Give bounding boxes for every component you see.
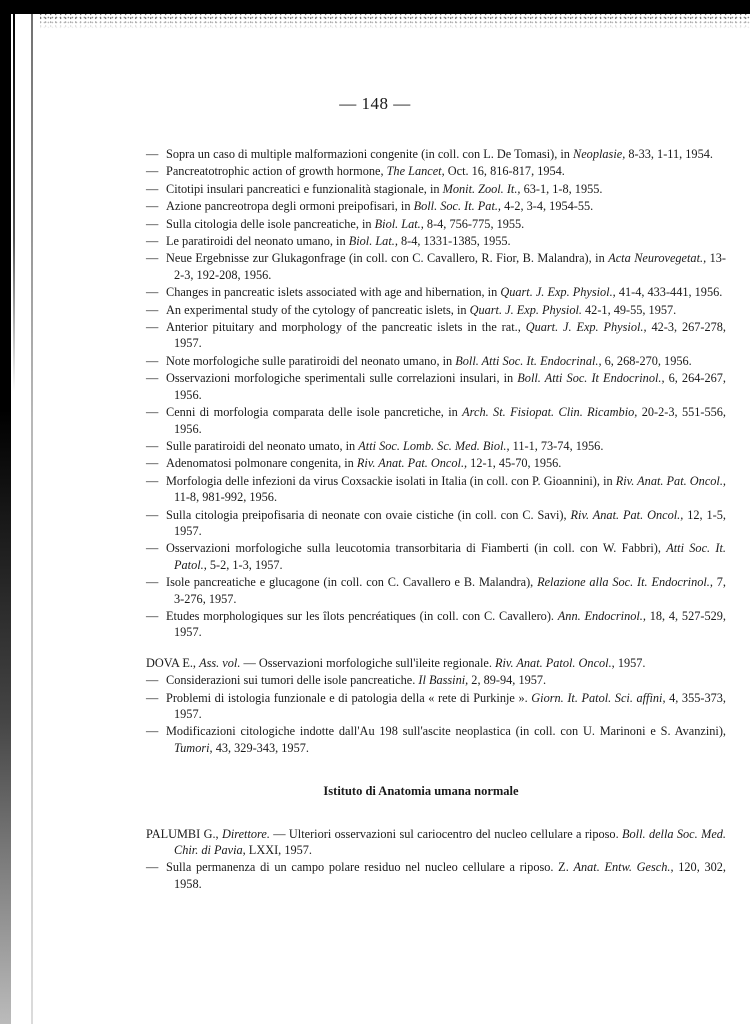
- entry-journal: Riv. Anat. Patol. Oncol.,: [494, 655, 615, 670]
- entry-dash: —: [146, 438, 159, 453]
- entry-dash: —: [146, 251, 159, 266]
- entry-list-group3: [146, 859, 726, 892]
- entry-title: Note morfologiche sulle paratiroidi del neonato umano, in: [166, 353, 456, 368]
- margin-line: [31, 14, 33, 1024]
- author-entry-palumbi: [116, 826, 726, 859]
- entry-dash: —: [146, 690, 159, 705]
- entry-details: 5-2, 1-3, 1957.: [206, 557, 283, 572]
- entry-journal: Neoplasie,: [573, 147, 626, 161]
- bibliography-entry: [146, 319, 726, 352]
- bibliography-entry: [146, 250, 726, 283]
- entry-journal: Giorn. It. Patol. Sci. affini,: [531, 690, 666, 705]
- entry-dash: —: [146, 199, 159, 214]
- bibliography-entry: [146, 181, 726, 197]
- entry-dash: —: [146, 371, 159, 386]
- section-heading: Istituto di Anatomia umana normale: [323, 784, 519, 799]
- bibliography-entry: [146, 507, 726, 540]
- entry-journal: Relazione alla Soc. It. Endocrinol.,: [537, 575, 713, 590]
- entry-details: 11-8, 981-992, 1956.: [174, 490, 278, 505]
- entry-title: Adenomatosi polmonare congenita, in: [166, 456, 357, 471]
- author-name: DOVA E.,: [146, 655, 200, 670]
- entry-details: 6, 268-270, 1956.: [601, 353, 692, 368]
- entry-journal: Arch. St. Fisiopat. Clin. Ricambio,: [462, 405, 638, 420]
- entry-title: Modificazioni citologiche indotte dall'Au 198 sull'ascite neoplastica (in coll. con U. Marinoni e S. Avanzini),: [166, 724, 726, 739]
- bibliography-entry: [146, 146, 726, 162]
- entry-details: 11-1, 73-74, 1956.: [509, 438, 604, 453]
- author-role: Direttore.: [221, 826, 270, 841]
- entry-journal: Quart. J. Exp. Physiol.,: [500, 285, 616, 300]
- bibliography-entry: [146, 438, 726, 454]
- scan-left-border: [0, 0, 11, 1024]
- entry-title: — Osservazioni morfologiche sull'ileite regionale.: [240, 655, 495, 670]
- entry-dash: —: [146, 541, 159, 556]
- entry-title: Le paratiroidi del neonato umano, in: [166, 234, 349, 249]
- entry-title: Changes in pancreatic islets associated with age and hibernation, in: [166, 285, 501, 300]
- entry-journal: The Lancet,: [386, 164, 445, 179]
- entry-details: 8-4, 1331-1385, 1955.: [397, 234, 511, 249]
- entry-details: 42-3, 267-278, 1957.: [174, 320, 727, 351]
- bibliography-entry: [116, 690, 726, 723]
- bibliography-entry: [146, 455, 726, 471]
- entry-journal: Atti Soc. It. Patol.,: [174, 541, 726, 572]
- bibliography-entry: [116, 859, 726, 892]
- entry-dash: —: [146, 473, 159, 488]
- entry-dash: —: [146, 181, 159, 196]
- bibliography-entry: [146, 404, 726, 437]
- entry-list-group1: [146, 146, 726, 641]
- entry-dash: —: [146, 216, 159, 231]
- entry-details: Oct. 16, 816-817, 1954.: [444, 164, 565, 179]
- entry-journal: Biol. Lat.,: [348, 234, 398, 249]
- bibliography-entry: [146, 370, 726, 403]
- entry-journal: Riv. Anat. Pat. Oncol.,: [356, 456, 468, 471]
- bibliography-entry: [146, 302, 726, 318]
- bibliography-entry: [146, 233, 726, 249]
- author-role: Ass. vol.: [199, 655, 241, 670]
- entry-journal: Ann. Endocrinol.,: [557, 608, 646, 623]
- bibliography-entry: [146, 216, 726, 232]
- entry-details: 63-1, 1-8, 1955.: [520, 181, 603, 196]
- bibliography-entry: [146, 608, 726, 641]
- entry-dash: —: [146, 405, 159, 420]
- entry-journal: Riv. Anat. Pat. Oncol.,: [615, 473, 726, 488]
- entry-title: Sulla citologia preipofisaria di neonate con ovaie cistiche (in coll. con C. Savi),: [166, 507, 571, 522]
- entry-title: Isole pancreatiche e glucagone (in coll. con C. Cavallero e B. Malandra),: [166, 575, 538, 590]
- entry-dash: —: [146, 724, 159, 739]
- entry-details: 43, 329-343, 1957.: [212, 740, 309, 755]
- entry-journal: Anat. Entw. Gesch.,: [573, 860, 674, 875]
- entry-title: Osservazioni morfologiche sulla leucotomia transorbitaria di Fiamberti (in coll. con W. Fabbri),: [166, 541, 667, 556]
- entry-details: 4, 355-373, 1957.: [174, 690, 726, 721]
- entry-details: 120, 302, 1958.: [174, 860, 726, 891]
- entry-title: Sopra un caso di multiple malformazioni congenite (in coll. con L. De Tomasi), in: [166, 147, 574, 161]
- entry-title: Osservazioni morfologiche sperimentali sulle correlazioni insulari, in: [166, 371, 518, 386]
- scan-top-border: [0, 0, 750, 14]
- entry-list-group2: [146, 672, 726, 756]
- entry-journal: Monit. Zool. It.,: [442, 181, 521, 196]
- author-entry-dova: [116, 655, 726, 671]
- entry-title: Considerazioni sui tumori delle isole pancreatiche.: [166, 673, 419, 688]
- entry-journal: Biol. Lat.,: [374, 216, 424, 231]
- entry-details: 7, 3-276, 1957.: [174, 575, 726, 606]
- entry-journal: Quart. J. Exp. Physiol.,: [525, 320, 647, 335]
- bibliography-entry: [146, 574, 726, 607]
- entry-details: 2, 89-94, 1957.: [468, 673, 547, 688]
- entry-journal: Tumori,: [174, 740, 213, 755]
- entry-title: Problemi di istologia funzionale e di patologia della « rete di Purkinje ».: [166, 690, 532, 705]
- entry-details: 18, 4, 527-529, 1957.: [174, 608, 726, 640]
- entry-journal: Il Bassini,: [418, 673, 469, 688]
- bibliography-entry: [116, 723, 726, 756]
- entry-title: Anterior pituitary and morphology of the pancreatic islets in the rat.,: [166, 320, 526, 335]
- entry-journal: Quart. J. Exp. Physiol.: [469, 302, 582, 317]
- bibliography-entry: [146, 353, 726, 369]
- entry-title: Pancreatotrophic action of growth hormone,: [166, 164, 387, 179]
- entry-dash: —: [146, 164, 159, 179]
- entry-details: 1957.: [614, 655, 646, 670]
- entry-dash: —: [146, 320, 159, 335]
- entry-dash: —: [146, 302, 159, 317]
- entry-dash: —: [146, 575, 159, 590]
- entry-journal: Boll. Atti Soc. It. Endocrinal.,: [455, 353, 602, 368]
- entry-title: — Ulteriori osservazioni sul cariocentro del nucleo cellulare a riposo.: [269, 826, 623, 841]
- entry-dash: —: [146, 456, 159, 471]
- entry-details: 6, 264-267, 1956.: [174, 371, 726, 402]
- entry-details: 12, 1-5, 1957.: [174, 507, 726, 538]
- entry-details: 42-1, 49-55, 1957.: [581, 302, 677, 317]
- entry-title: Etudes morphologiques sur les îlots pencréatiques (in coll. con C. Cavallero).: [166, 608, 558, 623]
- entry-dash: —: [146, 147, 159, 161]
- entry-details: 12-1, 45-70, 1956.: [467, 456, 562, 471]
- scan-noise: [40, 13, 750, 29]
- bibliography-entry: [146, 540, 726, 573]
- entry-journal: Riv. Anat. Pat. Oncol.,: [570, 507, 684, 522]
- entry-journal: Boll. Atti Soc. It Endocrinol.,: [517, 371, 665, 386]
- entry-title: Sulla citologia delle isole pancreatiche, in: [166, 216, 375, 231]
- entry-dash: —: [146, 234, 159, 249]
- entry-title: Morfologia delle infezioni da virus Coxsackie isolati in Italia (in coll. con P. Gioannini), in: [166, 473, 616, 488]
- binding-line: [13, 12, 15, 392]
- bibliography-entry: [146, 284, 726, 300]
- author-name: PALUMBI G.,: [146, 826, 222, 841]
- entry-dash: —: [146, 608, 159, 623]
- entry-dash: —: [146, 285, 159, 300]
- entry-details: 13-2-3, 192-208, 1956.: [174, 251, 726, 282]
- entry-title: Sulla permanenza di un campo polare residuo nel nucleo cellulare a riposo. Z.: [166, 860, 574, 875]
- entry-dash: —: [146, 860, 159, 875]
- bibliography: [146, 146, 726, 893]
- entry-journal: Acta Neurovegetat.,: [608, 251, 707, 266]
- page-number: — 148 —: [339, 94, 411, 113]
- bibliography-entry: [116, 672, 726, 688]
- bibliography-entry: [146, 473, 726, 506]
- entry-details: 41-4, 433-441, 1956.: [615, 285, 723, 300]
- entry-title: An experimental study of the cytology of pancreatic islets, in: [166, 302, 470, 317]
- entry-details: 20-2-3, 551-556, 1956.: [174, 405, 726, 436]
- entry-title: Neue Ergebnisse zur Glukagonfrage (in coll. con C. Cavallero, R. Fior, B. Malandra), in: [166, 251, 609, 266]
- entry-details: LXXI, 1957.: [245, 843, 312, 858]
- entry-dash: —: [146, 673, 159, 688]
- bibliography-entry: [146, 163, 726, 179]
- entry-dash: —: [146, 507, 159, 522]
- entry-details: 4-2, 3-4, 1954-55.: [501, 199, 594, 214]
- entry-journal: Atti Soc. Lomb. Sc. Med. Biol.,: [358, 438, 510, 453]
- bibliography-entry: [146, 198, 726, 214]
- entry-dash: —: [146, 353, 159, 368]
- entry-title: Cenni di morfologia comparata delle isole pancretiche, in: [166, 405, 463, 420]
- entry-journal: Boll. della Soc. Med. Chir. di Pavia,: [174, 826, 726, 858]
- entry-details: 8-4, 756-775, 1955.: [423, 216, 525, 231]
- entry-details: 8-33, 1-11, 1954.: [625, 147, 713, 161]
- entry-title: Citotipi insulari pancreatici e funzionalità stagionale, in: [166, 181, 443, 196]
- entry-title: Sulle paratiroidi del neonato umato, in: [166, 438, 359, 453]
- entry-journal: Boll. Soc. It. Pat.,: [413, 199, 502, 214]
- entry-title: Azione pancreotropa degli ormoni preipofisari, in: [166, 199, 414, 214]
